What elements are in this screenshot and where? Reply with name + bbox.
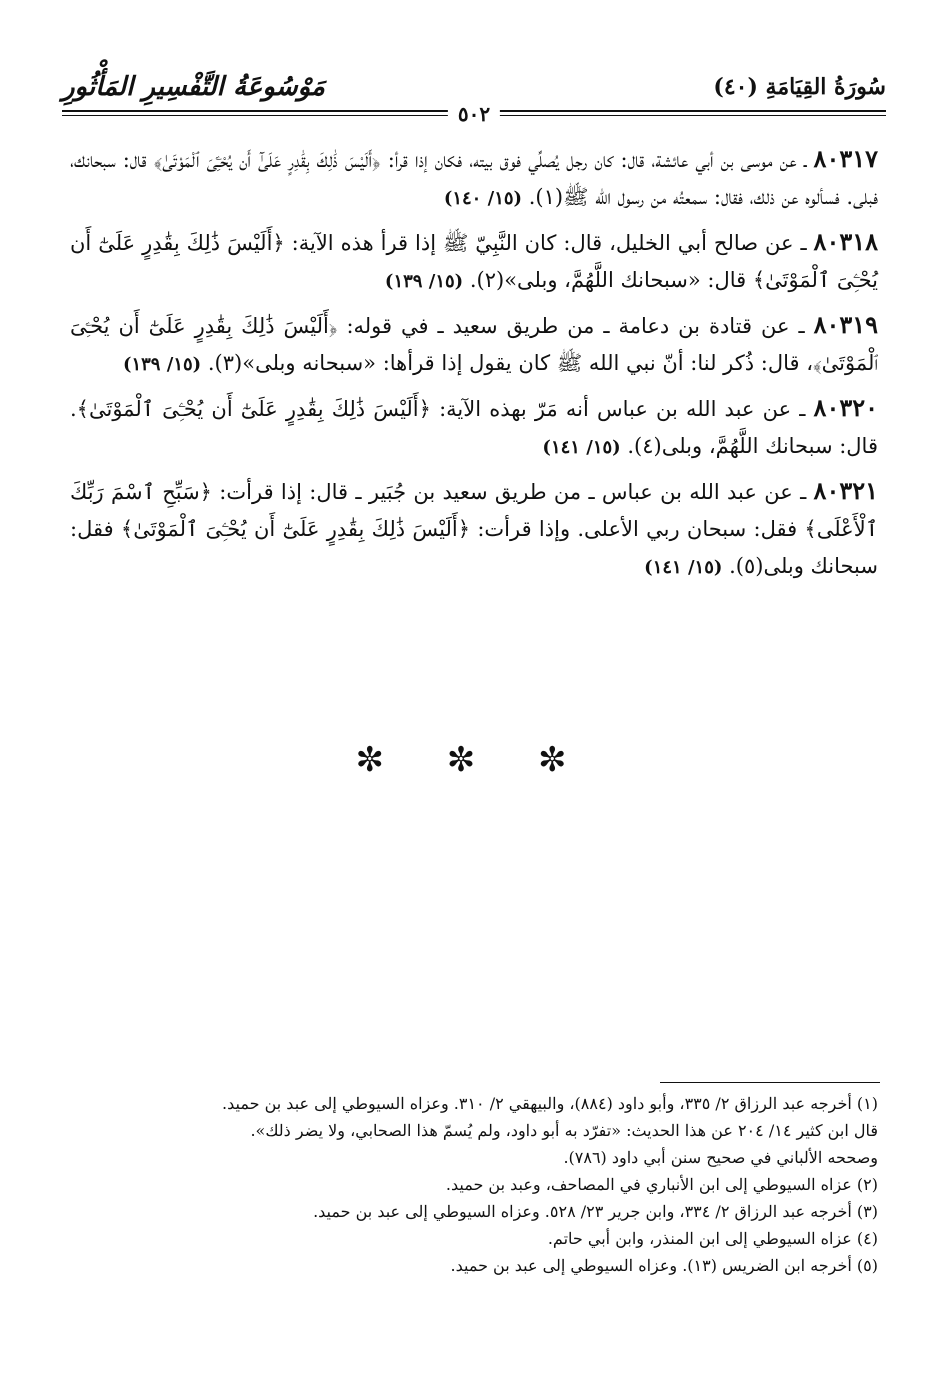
entry-text: ـ عن قتادة بن دعامة ـ من طريق سعيد ـ في قوله: ﴿أَلَيْسَ ذَٰلِكَ بِقَٰدِرٍ عَلَىٰٓ أَن يُحْـِۧىَ ٱلْمَوْتَىٰ﴾، قال: ذُكر لنا: أنّ نبي الله ﷺ كان يقول إذا قرأها: «سبحانه وبلى»(٣). [70,314,878,375]
hadith-entry [70,306,878,383]
hadith-entry [70,389,878,466]
footnote: (٤) عزاه السيوطي إلى ابن المنذر، وابن أبي حاتم. [547,1229,878,1248]
entry-reference: (١٥/ ١٣٩) [384,271,464,292]
entry-number: ٨٠٣١٩ [813,310,879,339]
footnote: قال ابن كثير ١٤/ ٢٠٤ عن هذا الحديث: «تفرّد به أبو داود، ولم يُسمّ هذا الصحابي، ولا يضر ذلك». [250,1121,878,1140]
footnote: (٥) أخرجه ابن الضريس (١٣). وعزاه السيوطي إلى عبد بن حميد. [450,1256,878,1275]
entry-number: ٨٠٣٢١ [813,476,878,505]
hadith-entry [70,223,878,300]
entry-text: ـ عن عبد الله بن عباس أنه مَرّ بهذه الآية: ﴿أَلَيْسَ ذَٰلِكَ بِقَٰدِرٍ عَلَىٰٓ أَن يُحْـِۧىَ ٱلْمَوْتَىٰ﴾. قال: سبحانك اللَّهُمَّ، وبلى(٤). [70,397,878,458]
entry-reference: (١٥/ ١٣٩) [122,354,202,375]
book-title: مَوْسُوعَةُ التَّفْسِيرِ المَأْثُورِ [62,72,325,102]
page-header [62,62,886,132]
page-number: ٥٠٢ [448,102,500,126]
entry-reference: (١٥/ ١٤١) [542,437,621,458]
section-separator-icon: ✼ ✼ ✼ [355,740,593,780]
entry-number: ٨٠٣١٧ [813,144,878,173]
entry-reference: (١٥/ ١٤٠) [443,188,523,209]
entry-text: ـ عن صالح أبي الخليل، قال: كان النَّبِيّ ﷺ إذا قرأ هذه الآية: ﴿أَلَيْسَ ذَٰلِكَ بِقَٰدِرٍ عَلَىٰٓ أَن يُحْـِۧىَ ٱلْمَوْتَىٰ﴾ قال: «سبحانك اللَّهُمَّ، وبلى»(٢). [70,231,878,292]
entry-number: ٨٠٣١٨ [813,227,878,256]
footnote-rule [660,1082,880,1083]
hadith-entry [70,140,878,217]
surah-title: سُورَةُ القِيَامَةِ (٤٠) [713,74,886,100]
entry-reference: (١٥/ ١٤١) [644,557,723,578]
entry-number: ٨٠٣٢٠ [813,393,878,422]
footnote: (١) أخرجه عبد الرزاق ٢/ ٣٣٥، وأبو داود (٨٨٤)، والبيهقي ٢/ ٣١٠. وعزاه السيوطي إلى عبد بن حميد. [222,1094,878,1113]
footnote: (٢) عزاه السيوطي إلى ابن الأنباري في المصاحف، وعبد بن حميد. [445,1175,878,1194]
main-text [70,140,878,592]
footnote: وصححه الألباني في صحيح سنن أبي داود (٧٨٦). [563,1148,878,1167]
footnote: (٣) أخرجه عبد الرزاق ٢/ ٣٣٤، وابن جرير ٢٣/ ٥٢٨. وعزاه السيوطي إلى عبد بن حميد. [313,1202,878,1221]
footnotes [70,1090,878,1279]
entry-text: ـ عن عبد الله بن عباس ـ من طريق سعيد بن جُبَير ـ قال: إذا قرأت: ﴿سَبِّحِ ٱسْمَ رَبِّكَ ٱلْأَعْلَى﴾ فقل: سبحان ربي الأعلى. وإذا قرأت: ﴿أَلَيْسَ ذَٰلِكَ بِقَٰدِرٍ عَلَىٰٓ أَن يُحْـِۧىَ ٱلْمَوْتَىٰ﴾ فقل: سبحانك وبلى(٥). [70,480,878,578]
hadith-entry [70,472,878,586]
entry-text: ـ عن موسى بن أبي عائشة، قال: كان رجل يُصلِّي فوق بيته، فكان إذا قرأ: ﴿أَلَيْسَ ذَٰلِكَ بِقَٰدِرٍ عَلَىٰٓ أَن يُحْـِۧىَ ٱلْمَوْتَىٰ﴾ قال: سبحانك، فبلى. فسألوه عن ذلك، فقال: سمعتُه من رسول الله ﷺ(١). [70,148,878,209]
